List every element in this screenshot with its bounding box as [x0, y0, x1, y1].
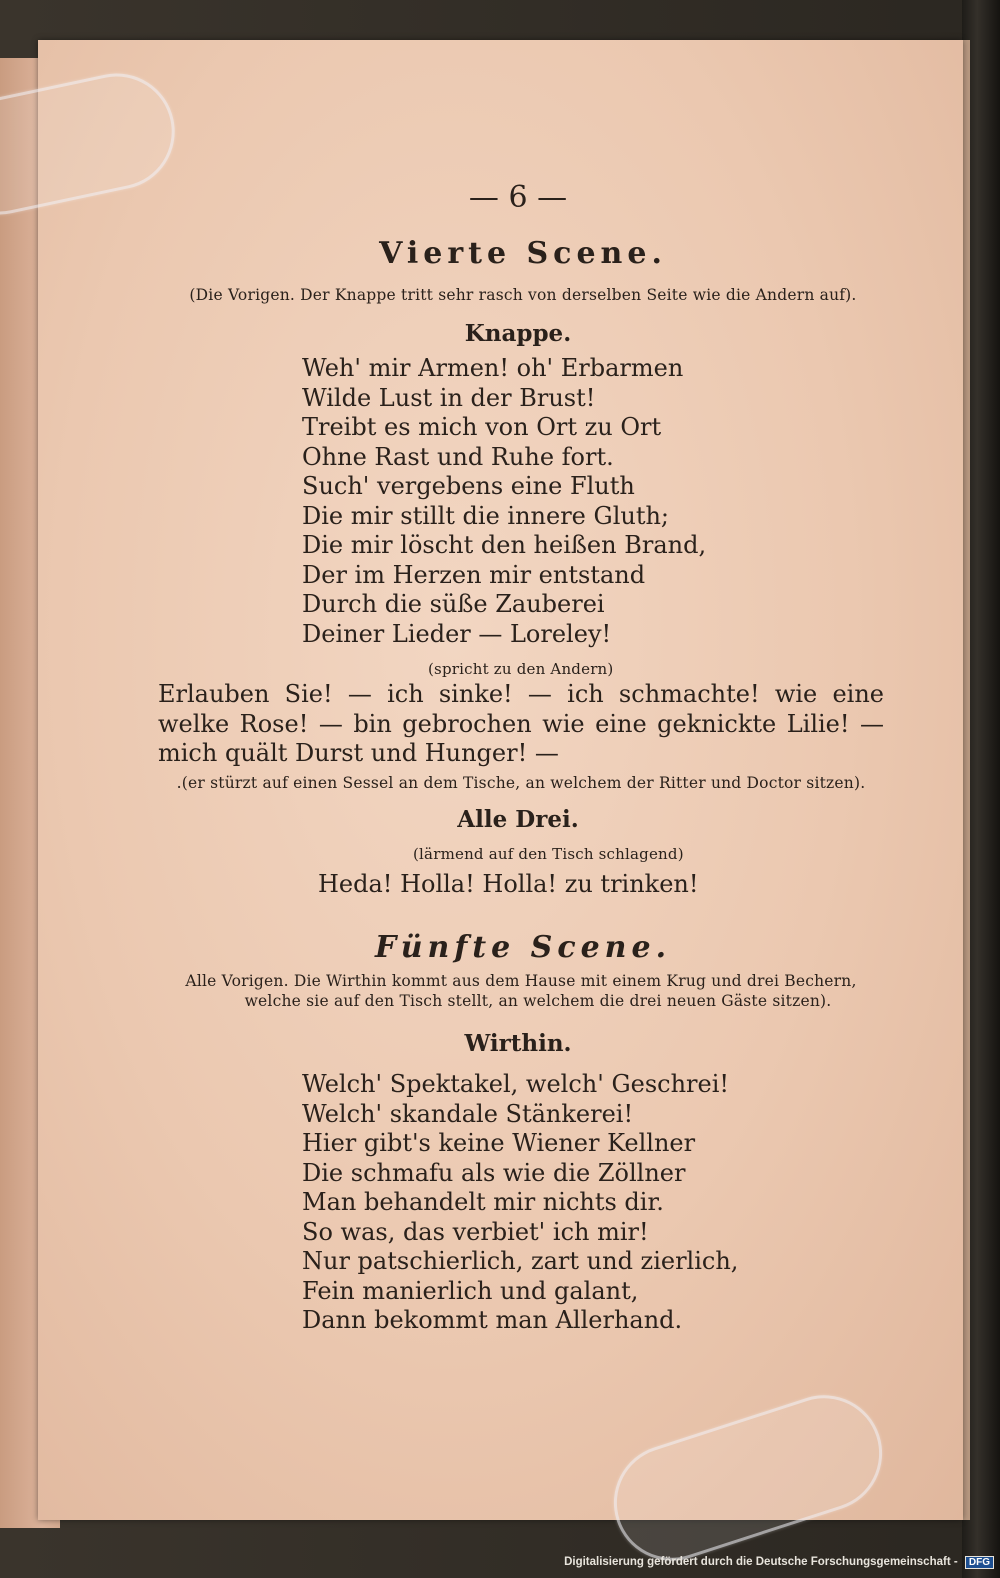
credit-text: Digitalisierung gefördert durch die Deutsche Forschungsgemeinschaft -: [564, 1556, 958, 1568]
scene-title: Vierte Scene.: [379, 236, 667, 271]
book-page: [38, 40, 963, 1520]
stage-direction: (Die Vorigen. Der Knappe tritt sehr rasch von derselben Seite wie die Andern auf).: [189, 286, 857, 304]
speaker-name: Wirthin.: [464, 1030, 572, 1057]
stage-direction: (lärmend auf den Tisch schlagend): [413, 845, 684, 863]
verse-line: Die mir stillt die innere Gluth;: [302, 501, 670, 530]
prose-line: welke Rose! — bin gebrochen wie eine geknickte Lilie! —: [158, 709, 884, 738]
verse-line: Weh' mir Armen! oh' Erbarmen: [302, 354, 684, 382]
prose-block: [158, 680, 884, 769]
verse-line: Fein manierlich und galant,: [302, 1276, 639, 1305]
verse-line: Ohne Rast und Ruhe fort.: [302, 442, 614, 471]
verse-line: So was, das verbiet' ich mir!: [302, 1217, 649, 1246]
verse-block: [302, 1070, 738, 1336]
page-stack-edge: [962, 40, 970, 1520]
verse-line: Man behandelt mir nichts dir.: [302, 1188, 664, 1216]
digitization-credit: [564, 1556, 994, 1569]
verse-line: Wilde Lust in der Brust!: [302, 383, 596, 412]
prose-line: mich quält Durst und Hunger! —: [158, 739, 559, 767]
verse-line: Treibt es mich von Ort zu Ort: [302, 413, 662, 441]
stage-direction: (spricht zu den Andern): [428, 660, 614, 678]
verse-line: Der im Herzen mir entstand: [302, 560, 646, 589]
stage-direction: .(er stürzt auf einen Sessel an dem Tische, an welchem der Ritter und Doctor sitzen).: [176, 774, 866, 792]
stage-direction: Alle Vorigen. Die Wirthin kommt aus dem Hause mit einem Krug und drei Bechern,: [185, 972, 857, 990]
verse-line: Nur patschierlich, zart und zierlich,: [302, 1247, 739, 1275]
verse-block: [302, 354, 706, 649]
speaker-name: Alle Drei.: [457, 806, 579, 833]
speaker-name: Knappe.: [464, 320, 572, 347]
verse-line: Hier gibt's keine Wiener Kellner: [302, 1129, 696, 1157]
verse-line: Deiner Lieder — Loreley!: [302, 619, 612, 648]
dfg-logo: DFG: [965, 1556, 994, 1569]
verse-line: Dann bekommt man Allerhand.: [302, 1306, 683, 1334]
verse-line: Die schmafu als wie die Zöllner: [302, 1158, 686, 1187]
scene-title: Fünfte Scene.: [374, 930, 672, 965]
prose-line: Erlauben Sie! — ich sinke! — ich schmachte! wie eine: [158, 680, 884, 708]
stage-direction: welche sie auf den Tisch stellt, an welchem die drei neuen Gäste sitzen).: [244, 992, 832, 1010]
dialogue-line: Heda! Holla! Holla! zu trinken!: [318, 870, 699, 898]
verse-line: Durch die süße Zauberei: [302, 590, 605, 618]
page-number: — 6 —: [468, 180, 568, 215]
verse-line: Die mir löscht den heißen Brand,: [302, 531, 707, 559]
verse-line: Such' vergebens eine Fluth: [302, 472, 635, 500]
verse-line: Welch' Spektakel, welch' Geschrei!: [302, 1070, 730, 1098]
verse-line: Welch' skandale Stänkerei!: [302, 1099, 634, 1128]
